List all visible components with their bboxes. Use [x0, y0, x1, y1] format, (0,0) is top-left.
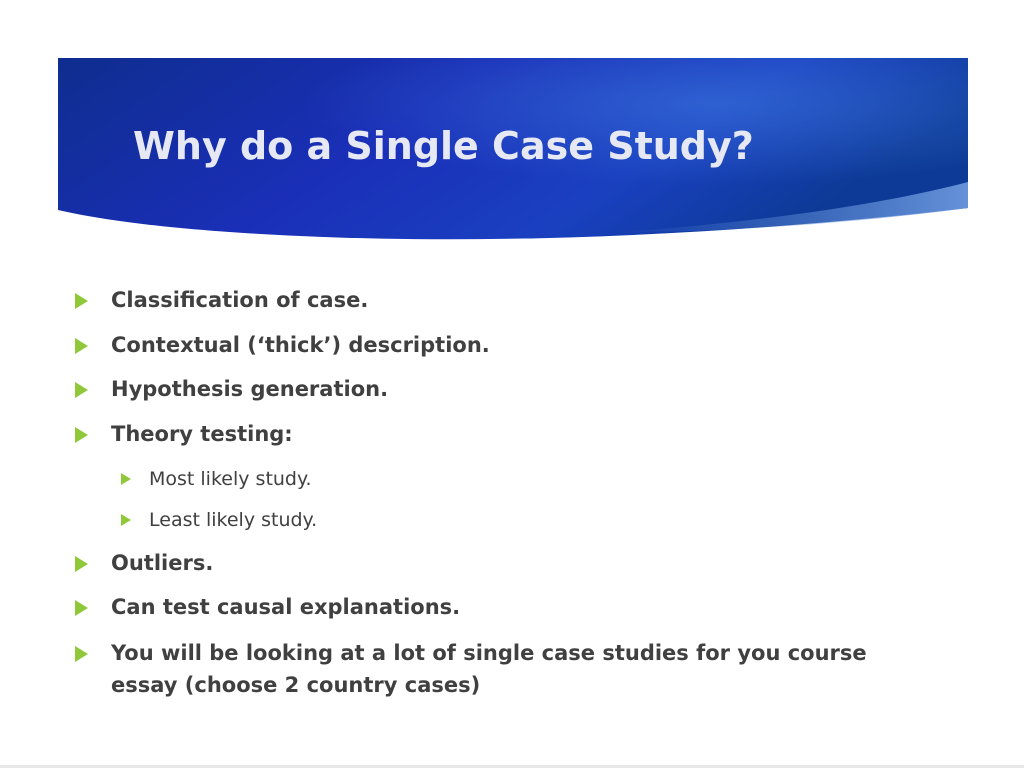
bullet-text: Contextual (‘thick’) description.	[111, 333, 490, 357]
bullet-text: Outliers.	[111, 551, 214, 575]
slide-title: Why do a Single Case Study?	[133, 124, 754, 168]
bullet-text: Least likely study.	[149, 509, 318, 531]
triangle-right-icon	[121, 514, 131, 526]
bullet-text: Most likely study.	[149, 468, 312, 490]
triangle-right-icon	[75, 646, 88, 662]
triangle-right-icon	[75, 556, 88, 572]
triangle-right-icon	[75, 338, 88, 354]
triangle-right-icon	[75, 600, 88, 616]
triangle-right-icon	[75, 382, 88, 398]
bullet-text: Classification of case.	[111, 288, 369, 312]
bullet-text: Can test causal explanations.	[111, 595, 461, 619]
triangle-right-icon	[121, 473, 131, 485]
bullet-text: Hypothesis generation.	[111, 377, 389, 401]
bullet-text-continuation: essay (choose 2 country cases)	[111, 673, 481, 697]
bullet-text: You will be looking at a lot of single case studies for you course	[111, 641, 867, 665]
bullet-text: Theory testing:	[111, 422, 293, 446]
triangle-right-icon	[75, 427, 88, 443]
triangle-right-icon	[75, 293, 88, 309]
